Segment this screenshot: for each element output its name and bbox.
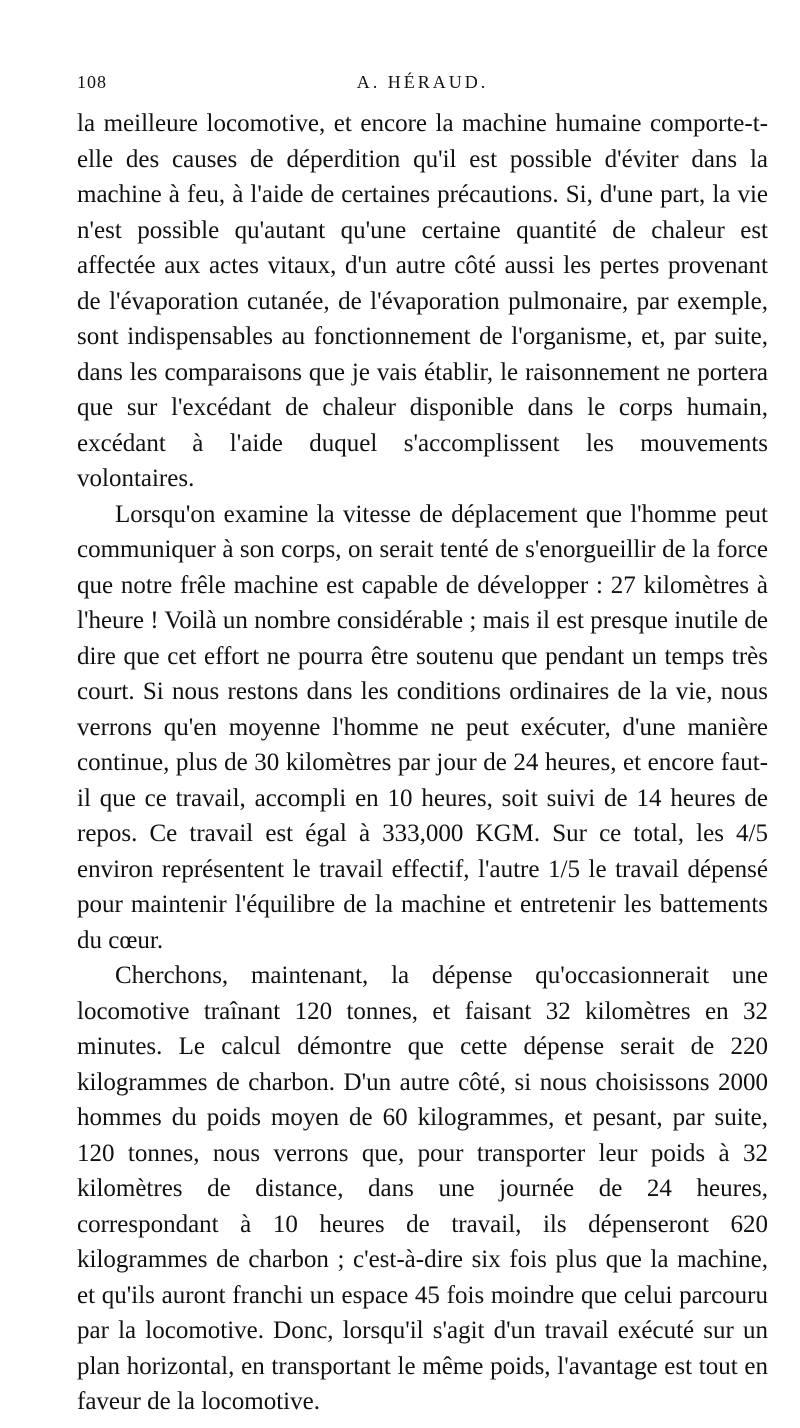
running-head [77, 72, 768, 102]
paragraph-continued: la meilleure locomotive, et encore la machine humaine comporte-t-elle des causes de déperdition qu'il est possible d'éviter dans la machine à feu, à l'aide de certaines précautions. Si, d'une part, la vie n'est possible qu'autant qu'une certaine quantité de chaleur est affectée aux actes vitaux, d'un autre côté aussi les pertes provenant de l'évaporation cutanée, de l'évaporation pulmonaire, par exemple, sont indispensables au fonctionnement de l'organisme, et, par suite, dans les comparaisons que je vais établir, le raisonnement ne portera que sur l'excédant de chaleur disponible dans le corps humain, excédant à l'aide duquel s'accomplissent les mouvements volontaires. [77, 110, 768, 492]
paragraph: Cherchons, maintenant, la dépense qu'occasionnerait une locomotive traînant 120 tonnes, et faisant 32 kilomètres en 32 minutes. Le calcul démontre que cette dépense serait de 220 kilogrammes de charbon. D'un autre côté, si nous choisissons 2000 hommes du poids moyen de 60 kilogrammes, et pesant, par suite, 120 tonnes, nous verrons que, pour transporter leur poids à 32 kilomètres de distance, dans une journée de 24 heures, correspondant à 10 heures de travail, ils dépenseront 620 kilogrammes de charbon ; c'est-à-dire six fois plus que la machine, et qu'ils auront franchi un espace 45 fois moindre que celui parcouru par la locomotive. Donc, lorsqu'il s'agit d'un travail exécuté sur un plan horizontal, en transportant le même poids, l'avantage est tout en faveur de la locomotive. [77, 962, 768, 1415]
paragraph: Lorsqu'on examine la vitesse de déplacement que l'homme peut communiquer à son corps, on serait tenté de s'enorgueillir de la force que notre frêle machine est capable de développer : 27 kilomètres à l'heure ! Voilà un nombre considérable ; mais il est presque inutile de dire que cet effort ne pourra être soutenu que pendant un temps très court. Si nous restons dans les conditions ordinaires de la vie, nous verrons qu'en moyenne l'homme ne peut exécuter, d'une manière continue, plus de 30 kilomètres par jour de 24 heures, et encore faut-il que ce travail, accompli en 10 heures, soit suivi de 14 heures de repos. Ce travail est égal à 333,000 KGM. Sur ce total, les 4/5 environ représentent le travail effectif, l'autre 1/5 le travail dépensé pour maintenir l'équilibre de la machine et entretenir les battements du cœur. [77, 500, 768, 954]
running-head-author: A. HÉRAUD. [356, 72, 489, 92]
body-text [77, 106, 768, 1420]
page-number: 108 [77, 72, 107, 92]
